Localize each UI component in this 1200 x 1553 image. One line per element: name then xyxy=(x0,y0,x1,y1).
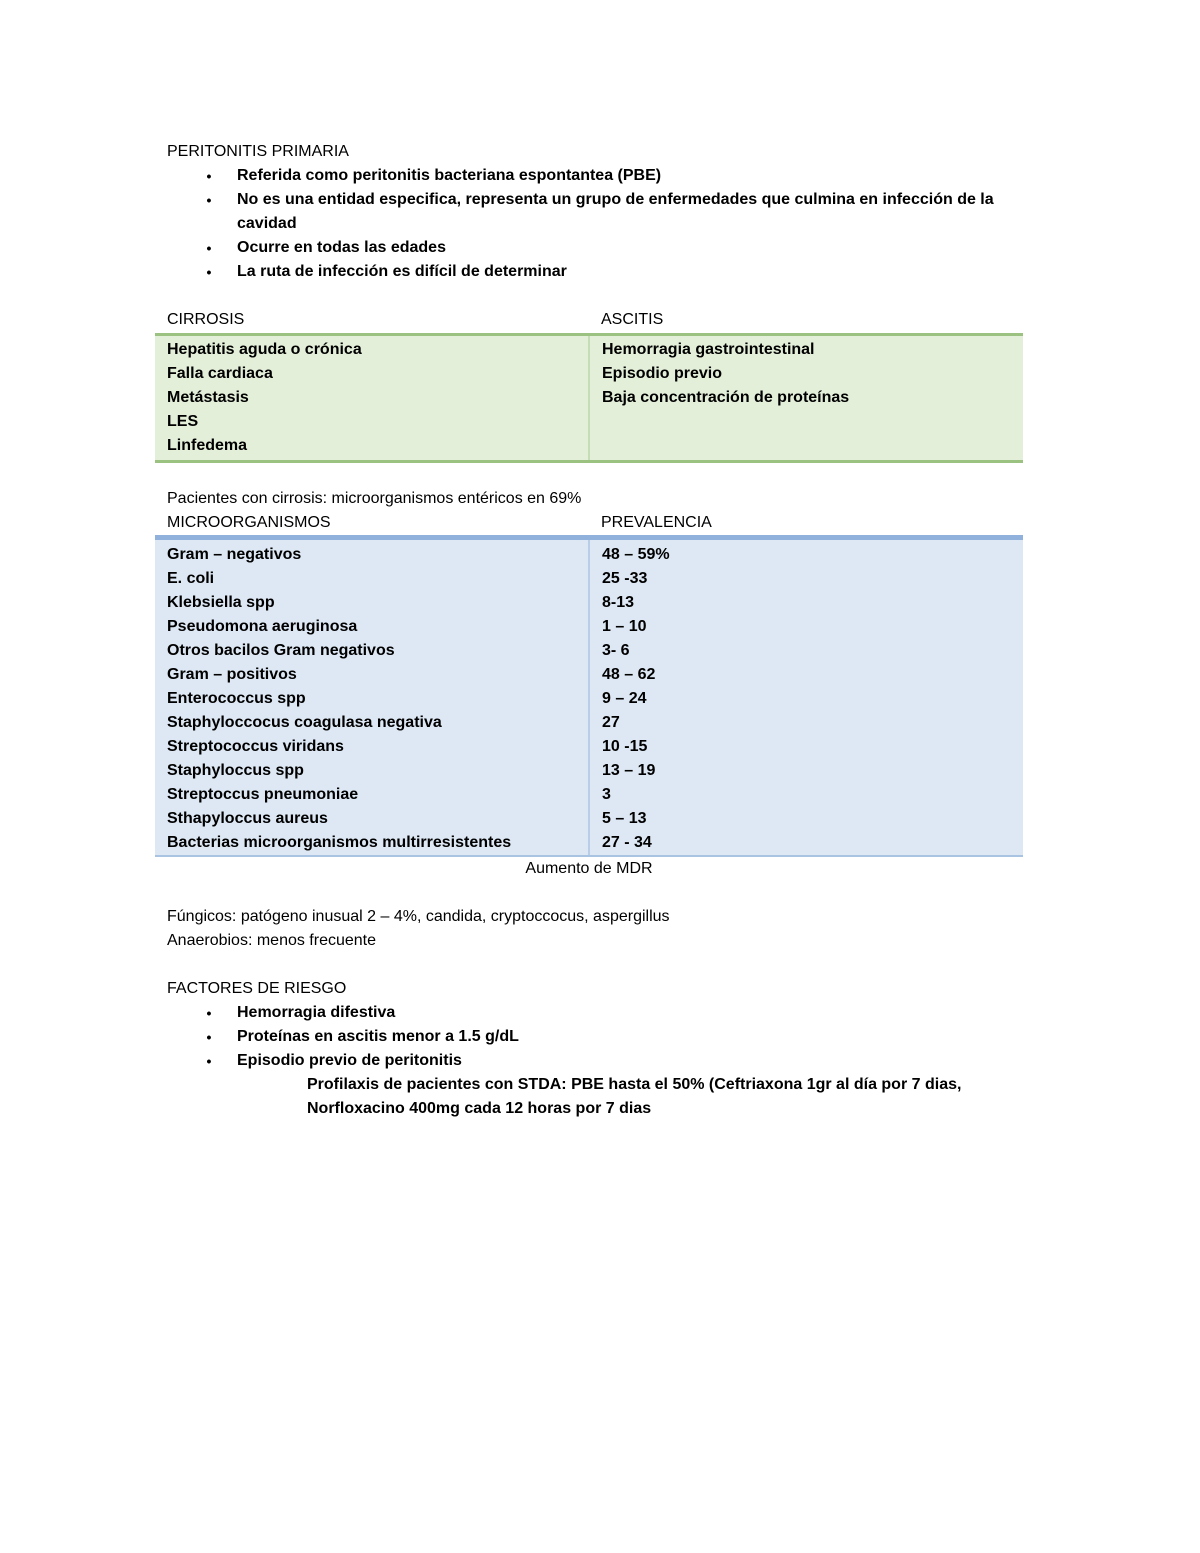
table-row: Otros bacilos Gram negativos 3- 6 xyxy=(155,639,1023,663)
prophylaxis-line: Profilaxis de pacientes con STDA: PBE hasta el 50% (Ceftriaxona 1gr al día por 7 dias, xyxy=(307,1076,962,1093)
table-header-microorganismos: MICROORGANISMOS xyxy=(155,511,589,538)
bullet-icon: • xyxy=(206,1005,212,1021)
bullet-icon: • xyxy=(206,1029,212,1045)
risk-factors-title: FACTORES DE RIESGO xyxy=(167,980,347,997)
ascitis-column xyxy=(589,335,1023,462)
table-cell: Episodio previo xyxy=(602,365,723,382)
table-caption: Aumento de MDR xyxy=(525,860,653,877)
fungicos-note: Fúngicos: patógeno inusual 2 – 4%, candida, cryptoccocus, aspergillus xyxy=(167,908,670,925)
document-content xyxy=(155,140,1023,1121)
cirrosis-column xyxy=(155,335,589,462)
table-row: Pseudomona aeruginosa 1 – 10 xyxy=(155,615,1023,639)
table-row: Sthapyloccus aureus 5 – 13 xyxy=(155,807,1023,831)
bullet-icon: • xyxy=(206,264,212,280)
cirrosis-note: Pacientes con cirrosis: microorganismos entéricos en 69% xyxy=(167,490,582,507)
section-title: PERITONITIS PRIMARIA xyxy=(167,143,349,160)
table-header-ascitis: ASCITIS xyxy=(589,308,1023,335)
list-item: • No es una entidad especifica, representa un grupo de enfermedades que culmina en infección de la cavidad xyxy=(155,188,1023,236)
table-row: Klebsiella spp 8-13 xyxy=(155,591,1023,615)
intro-bullet-list xyxy=(155,164,1023,284)
table-cell: Hemorragia gastrointestinal xyxy=(602,341,815,358)
table-row: Gram – negativos 48 – 59% xyxy=(155,538,1023,568)
table-cell: LES xyxy=(167,413,199,430)
list-item: • Episodio previo de peritonitis xyxy=(155,1049,1023,1073)
bullet-icon: • xyxy=(206,192,212,208)
table-cell: Hepatitis aguda o crónica xyxy=(167,341,362,358)
bullet-icon: • xyxy=(206,1053,212,1069)
prophylaxis-line: Norfloxacino 400mg cada 12 horas por 7 dias xyxy=(307,1100,652,1117)
table-header-cirrosis: CIRROSIS xyxy=(155,308,589,335)
table-row: E. coli 25 -33 xyxy=(155,567,1023,591)
list-item: • Hemorragia difestiva xyxy=(155,1001,1023,1025)
table-header-prevalencia: PREVALENCIA xyxy=(589,511,1023,538)
table-cell: Metástasis xyxy=(167,389,249,406)
table-row: Streptococcus viridans 10 -15 xyxy=(155,735,1023,759)
table-cell: Falla cardiaca xyxy=(167,365,273,382)
table-row: Staphyloccus spp 13 – 19 xyxy=(155,759,1023,783)
microorganismos-table xyxy=(155,511,1023,857)
bullet-icon: • xyxy=(206,168,212,184)
bullet-icon: • xyxy=(206,240,212,256)
table-cell: Linfedema xyxy=(167,437,248,454)
table-row: Enterococcus spp 9 – 24 xyxy=(155,687,1023,711)
table-row: Staphyloccocus coagulasa negativa 27 xyxy=(155,711,1023,735)
risk-bullet-list xyxy=(155,1001,1023,1073)
table-row: Gram – positivos 48 – 62 xyxy=(155,663,1023,687)
cirrosis-ascitis-table xyxy=(155,308,1023,463)
anaerobios-note: Anaerobios: menos frecuente xyxy=(167,932,377,949)
table-cell: Baja concentración de proteínas xyxy=(602,389,850,406)
table-row: Bacterias microorganismos multirresistentes 27 - 34 xyxy=(155,831,1023,856)
list-item: • La ruta de infección es difícil de determinar xyxy=(155,260,1023,284)
list-item: • Referida como peritonitis bacteriana espontantea (PBE) xyxy=(155,164,1023,188)
list-item: • Proteínas en ascitis menor a 1.5 g/dL xyxy=(155,1025,1023,1049)
list-item: • Ocurre en todas las edades xyxy=(155,236,1023,260)
table-row: Streptoccus pneumoniae 3 xyxy=(155,783,1023,807)
